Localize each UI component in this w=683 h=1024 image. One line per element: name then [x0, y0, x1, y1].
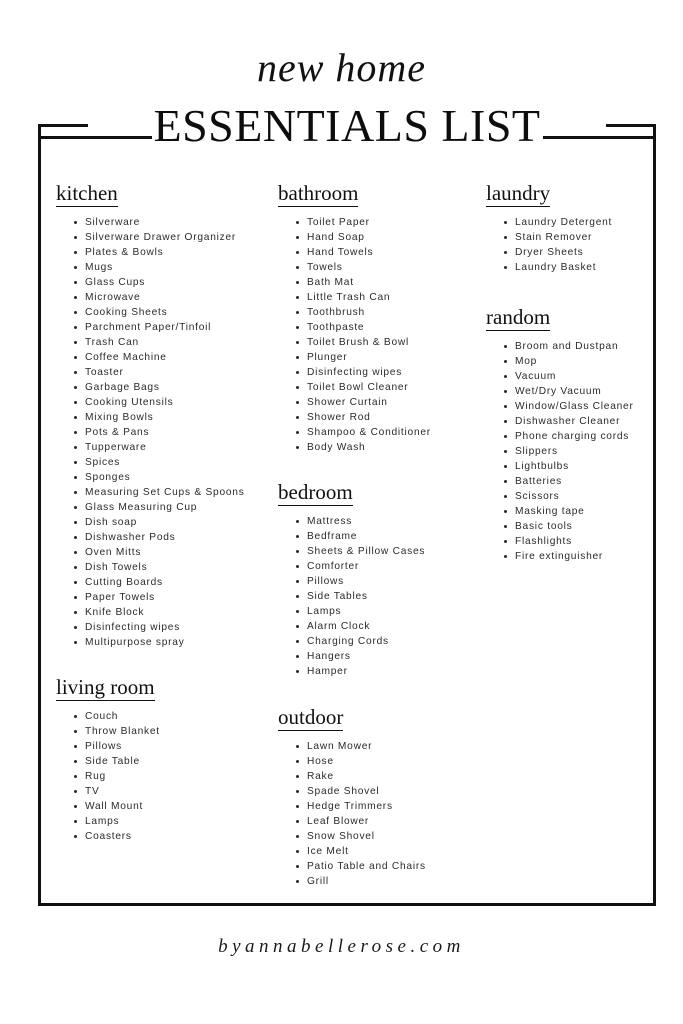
list-item[interactable]: Toothpaste [296, 320, 431, 335]
list-item[interactable]: Disinfecting wipes [296, 365, 431, 380]
section-heading-random: random [486, 306, 550, 331]
section-heading-bathroom: bathroom [278, 182, 358, 207]
section-living-room [56, 676, 160, 844]
list-item[interactable]: Rug [74, 769, 160, 784]
section-outdoor [278, 706, 426, 889]
list-item[interactable]: Pillows [296, 574, 425, 589]
section-kitchen [56, 182, 245, 650]
list-item[interactable]: Dishwasher Cleaner [504, 414, 634, 429]
list-item[interactable]: Pillows [74, 739, 160, 754]
list-item[interactable]: Broom and Dustpan [504, 339, 634, 354]
list-item[interactable]: Tupperware [74, 440, 245, 455]
checklist-columns [38, 126, 656, 906]
list-item[interactable]: Side Table [74, 754, 160, 769]
list-item[interactable]: Paper Towels [74, 590, 245, 605]
section-bedroom [278, 481, 425, 679]
list-item[interactable]: Towels [296, 260, 431, 275]
list-item[interactable]: Patio Table and Chairs [296, 859, 426, 874]
list-item[interactable]: Bedframe [296, 529, 425, 544]
list-item[interactable]: Masking tape [504, 504, 634, 519]
list-item[interactable]: Cooking Sheets [74, 305, 245, 320]
page-header [0, 0, 683, 88]
list-item[interactable]: Shower Rod [296, 410, 431, 425]
page-title: ESSENTIALS LIST [153, 100, 541, 151]
section-heading-living-room: living room [56, 676, 155, 701]
list-item[interactable]: Multipurpose spray [74, 635, 245, 650]
section-heading-kitchen: kitchen [56, 182, 118, 207]
list-item[interactable]: Toilet Paper [296, 215, 431, 230]
item-list-kitchen [56, 215, 245, 650]
item-list-bedroom [278, 514, 425, 679]
section-heading-laundry: laundry [486, 182, 550, 207]
list-item[interactable]: Charging Cords [296, 634, 425, 649]
list-item[interactable]: Cutting Boards [74, 575, 245, 590]
list-item[interactable]: Vacuum [504, 369, 634, 384]
list-item[interactable]: Knife Block [74, 605, 245, 620]
list-item[interactable]: Laundry Detergent [504, 215, 612, 230]
list-item[interactable]: Grill [296, 874, 426, 889]
section-laundry [486, 182, 612, 275]
section-random [486, 306, 634, 564]
list-item[interactable]: Mugs [74, 260, 245, 275]
list-item[interactable]: Fire extinguisher [504, 549, 634, 564]
list-item[interactable]: Mixing Bowls [74, 410, 245, 425]
list-item[interactable]: Couch [74, 709, 160, 724]
list-item[interactable]: Shower Curtain [296, 395, 431, 410]
list-item[interactable]: Dish Towels [74, 560, 245, 575]
item-list-outdoor [278, 739, 426, 889]
list-item[interactable]: Oven Mitts [74, 545, 245, 560]
list-item[interactable]: TV [74, 784, 160, 799]
item-list-living-room [56, 709, 160, 844]
list-item[interactable]: Disinfecting wipes [74, 620, 245, 635]
list-item[interactable]: Trash Can [74, 335, 245, 350]
list-item[interactable]: Cooking Utensils [74, 395, 245, 410]
list-item[interactable]: Mop [504, 354, 634, 369]
list-item[interactable]: Garbage Bags [74, 380, 245, 395]
list-item[interactable]: Wall Mount [74, 799, 160, 814]
list-item[interactable]: Comforter [296, 559, 425, 574]
list-item[interactable]: Toilet Brush & Bowl [296, 335, 431, 350]
list-item[interactable]: Laundry Basket [504, 260, 612, 275]
list-item[interactable]: Glass Cups [74, 275, 245, 290]
list-item[interactable]: Toilet Bowl Cleaner [296, 380, 431, 395]
script-title: new home [256, 45, 427, 90]
list-item[interactable]: Window/Glass Cleaner [504, 399, 634, 414]
list-item[interactable]: Throw Blanket [74, 724, 160, 739]
list-item[interactable]: Toothbrush [296, 305, 431, 320]
list-item[interactable]: Stain Remover [504, 230, 612, 245]
list-item[interactable]: Sponges [74, 470, 245, 485]
list-item[interactable]: Toaster [74, 365, 245, 380]
list-item[interactable]: Dish soap [74, 515, 245, 530]
list-item[interactable]: Parchment Paper/Tinfoil [74, 320, 245, 335]
list-item[interactable]: Lightbulbs [504, 459, 634, 474]
list-item[interactable]: Slippers [504, 444, 634, 459]
list-item[interactable]: Alarm Clock [296, 619, 425, 634]
list-item[interactable]: Bath Mat [296, 275, 431, 290]
section-bathroom [278, 182, 431, 455]
list-item[interactable]: Shampoo & Conditioner [296, 425, 431, 440]
list-item[interactable]: Ice Melt [296, 844, 426, 859]
list-item[interactable]: Body Wash [296, 440, 431, 455]
list-item[interactable]: Plunger [296, 350, 431, 365]
list-item[interactable]: Basic tools [504, 519, 634, 534]
list-item[interactable]: Hangers [296, 649, 425, 664]
list-item[interactable]: Wet/Dry Vacuum [504, 384, 634, 399]
list-item[interactable]: Spices [74, 455, 245, 470]
list-item[interactable]: Hose [296, 754, 426, 769]
list-item[interactable]: Lamps [296, 604, 425, 619]
list-item[interactable]: Plates & Bowls [74, 245, 245, 260]
list-item[interactable]: Sheets & Pillow Cases [296, 544, 425, 559]
item-list-laundry [486, 215, 612, 275]
section-heading-bedroom: bedroom [278, 481, 353, 506]
list-item[interactable]: Hamper [296, 664, 425, 679]
list-item[interactable]: Microwave [74, 290, 245, 305]
section-heading-outdoor: outdoor [278, 706, 343, 731]
list-item[interactable]: Pots & Pans [74, 425, 245, 440]
list-item[interactable]: Mattress [296, 514, 425, 529]
list-item[interactable]: Measuring Set Cups & Spoons [74, 485, 245, 500]
list-item[interactable]: Dryer Sheets [504, 245, 612, 260]
list-item[interactable]: Batteries [504, 474, 634, 489]
list-item[interactable]: Rake [296, 769, 426, 784]
list-item[interactable]: Flashlights [504, 534, 634, 549]
list-item[interactable]: Leaf Blower [296, 814, 426, 829]
list-item[interactable]: Spade Shovel [296, 784, 426, 799]
list-item[interactable]: Scissors [504, 489, 634, 504]
list-item[interactable]: Glass Measuring Cup [74, 500, 245, 515]
list-item[interactable]: Coffee Machine [74, 350, 245, 365]
list-item[interactable]: Lamps [74, 814, 160, 829]
list-item[interactable]: Dishwasher Pods [74, 530, 245, 545]
item-list-random [486, 339, 634, 564]
list-item[interactable]: Phone charging cords [504, 429, 634, 444]
list-item[interactable]: Hedge Trimmers [296, 799, 426, 814]
list-item[interactable]: Side Tables [296, 589, 425, 604]
item-list-bathroom [278, 215, 431, 455]
list-item[interactable]: Hand Towels [296, 245, 431, 260]
list-item[interactable]: Lawn Mower [296, 739, 426, 754]
list-item[interactable]: Snow Shovel [296, 829, 426, 844]
list-item[interactable]: Little Trash Can [296, 290, 431, 305]
list-item[interactable]: Hand Soap [296, 230, 431, 245]
list-item[interactable]: Silverware Drawer Organizer [74, 230, 245, 245]
list-item[interactable]: Silverware [74, 215, 245, 230]
list-item[interactable]: Coasters [74, 829, 160, 844]
footer-site-credit: byannabellerose.com [218, 936, 465, 957]
